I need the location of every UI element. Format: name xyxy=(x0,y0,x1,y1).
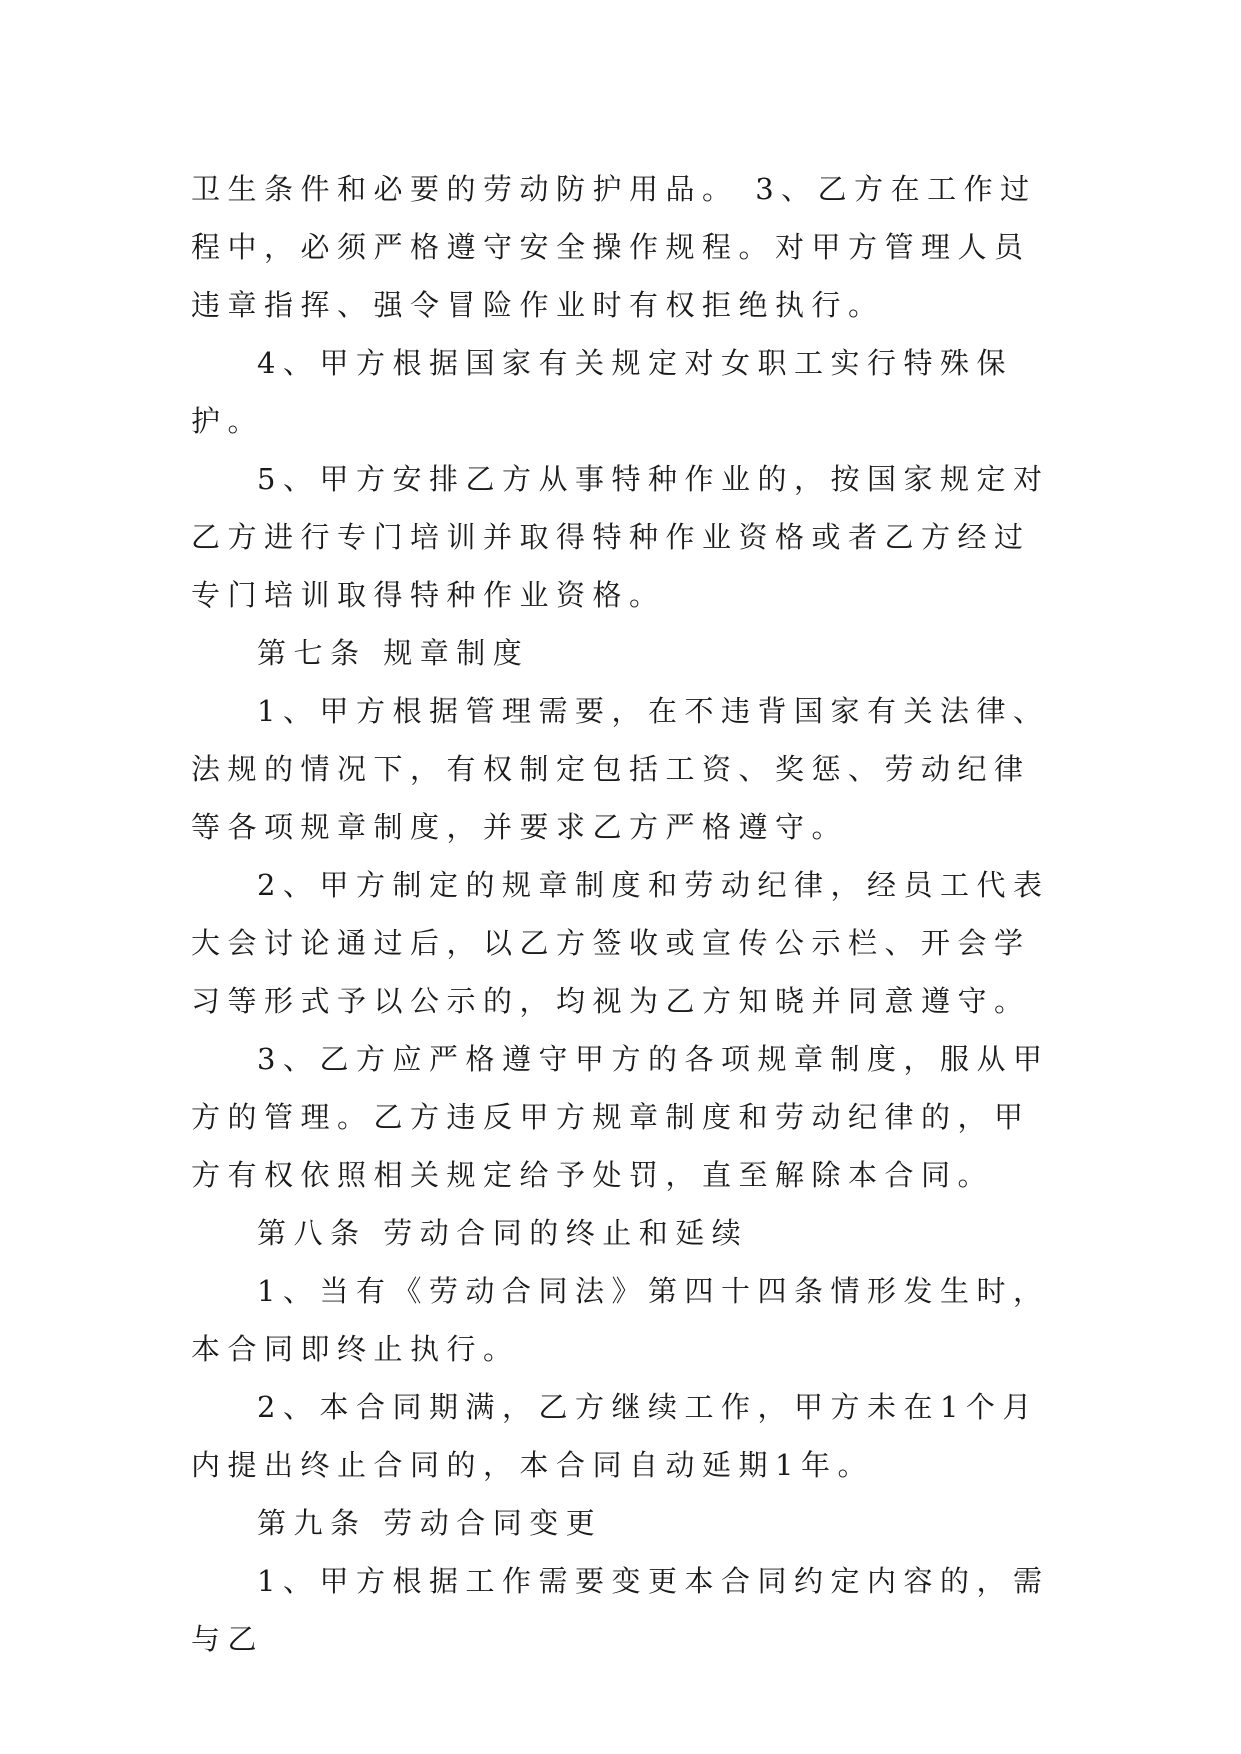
paragraph-special-operations-training: 5、甲方安排乙方从事特种作业的，按国家规定对乙方进行专门培训并取得特种作业资格或者乙方经过专门培训取得特种作业资格。 xyxy=(191,462,1050,612)
paragraph-rules-making: 1、甲方根据管理需要，在不违背国家有关法律、法规的情况下，有权制定包括工资、奖惩、劳动纪律等各项规章制度，并要求乙方严格遵守。 xyxy=(191,694,1050,844)
paragraph-rules-publication: 2、甲方制定的规章制度和劳动纪律，经员工代表大会讨论通过后，以乙方签收或宣传公示栏、开会学习等形式予以公示的，均视为乙方知晓并同意遵守。 xyxy=(191,868,1050,1018)
paragraph-female-worker-protection: 4、甲方根据国家有关规定对女职工实行特殊保护。 xyxy=(191,346,1013,438)
heading-article-9: 第九条 劳动合同变更 xyxy=(257,1506,603,1540)
heading-article-7: 第七条 规章制度 xyxy=(257,636,530,670)
paragraph-contract-termination: 1、当有《劳动合同法》第四十四条情形发生时，本合同即终止执行。 xyxy=(191,1274,1050,1366)
paragraph-contract-change: 1、甲方根据工作需要变更本合同约定内容的，需与乙 xyxy=(191,1564,1050,1656)
paragraph-safety-conditions: 卫生条件和必要的劳动防护用品。 3、乙方在工作过程中，必须严格遵守安全操作规程。对甲方管理人员违章指挥、强令冒险作业时有权拒绝执行。 xyxy=(191,172,1037,322)
document-body xyxy=(191,160,1051,1668)
heading-article-8: 第八条 劳动合同的终止和延续 xyxy=(257,1216,749,1250)
paragraph-contract-extension: 2、本合同期满，乙方继续工作，甲方未在1个月内提出终止合同的，本合同自动延期1年。 xyxy=(191,1390,1039,1482)
paragraph-rules-compliance: 3、乙方应严格遵守甲方的各项规章制度，服从甲方的管理。乙方违反甲方规章制度和劳动纪律的，甲方有权依照相关规定给予处罚，直至解除本合同。 xyxy=(191,1042,1050,1192)
